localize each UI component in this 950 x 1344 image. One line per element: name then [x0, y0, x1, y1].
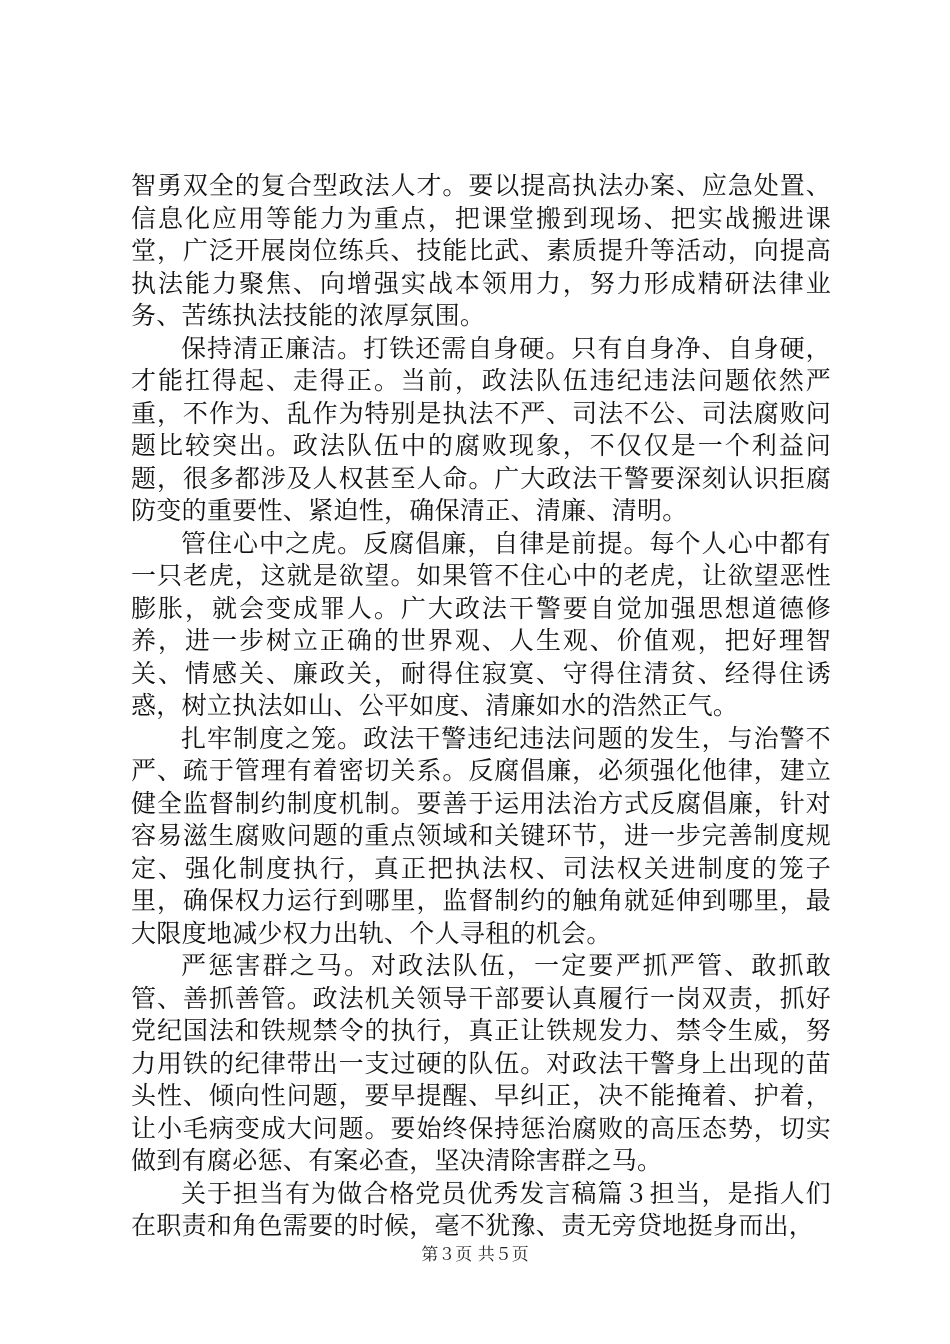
paragraph-discipline: 严惩害群之马。对政法队伍，一定要严抓严管、敢抓敢管、善抓善管。政法机关领导干部要认真履行一岗双责，抓好党纪国法和铁规禁令的执行，真正让铁规发力、禁令生威，努力用铁的纪律带出一支过硬的队伍。对政法干警身上出现的苗头性、倾向性问题，要早提醒、早纠正，决不能掩着、护着，让小毛病变成大问题。要始终保持惩治腐败的高压态势，切实做到有腐必惩、有案必查，坚决清除害群之马。: [131, 951, 831, 1175]
paragraph-institutions: 扎牢制度之笼。政法干警违纪违法问题的发生，与治警不严、疏于管理有着密切关系。反腐倡廉，必须强化他律，建立健全监督制约制度机制。要善于运用法治方式反腐倡廉，针对容易滋生腐败问题的重点领域和关键环节，进一步完善制度规定、强化制度执行，真正把执法权、司法权关进制度的笼子里，确保权力运行到哪里，监督制约的触角就延伸到哪里，最大限度地减少权力出轨、个人寻租的机会。: [131, 723, 831, 948]
page-number-footer: 第３页 共５页: [421, 1245, 529, 1265]
paragraph-integrity: 保持清正廉洁。打铁还需自身硬。只有自身净、自身硬，才能扛得起、走得正。当前，政法队伍违纪违法问题依然严重，不作为、乱作为特别是执法不严、司法不公、司法腐败问题比较突出。政法队伍中的腐败现象，不仅仅是一个利益问题，很多都涉及人权甚至人命。广大政法干警要深刻认识拒腐防变的重要性、紧迫性，确保清正、清廉、清明。: [131, 333, 831, 525]
paragraph-self-discipline: 管住心中之虎。反腐倡廉，自律是前提。每个人心中都有一只老虎，这就是欲望。如果管不住心中的老虎，让欲望恶性膨胀，就会变成罪人。广大政法干警要自觉加强思想道德修养，进一步树立正确的世界观、人生观、价值观，把好理智关、情感关、廉政关，耐得住寂寞、守得住清贫、经得住诱惑，树立执法如山、公平如度、清廉如水的浩然正气。: [131, 528, 831, 720]
paragraph-speech-intro: 关于担当有为做合格党员优秀发言稿篇３担当，是指人们在职责和角色需要的时候，毫不犹豫、责无旁贷地挺身而出，: [131, 1178, 831, 1240]
paragraph-continuation: 智勇双全的复合型政法人才。要以提高执法办案、应急处置、信息化应用等能力为重点，把课堂搬到现场、把实战搬进课堂，广泛开展岗位练兵、技能比武、素质提升等活动，向提高执法能力聚焦、向增强实战本领用力，努力形成精研法律业务、苦练执法技能的浓厚氛围。: [131, 171, 831, 330]
document-body: [131, 170, 831, 1243]
